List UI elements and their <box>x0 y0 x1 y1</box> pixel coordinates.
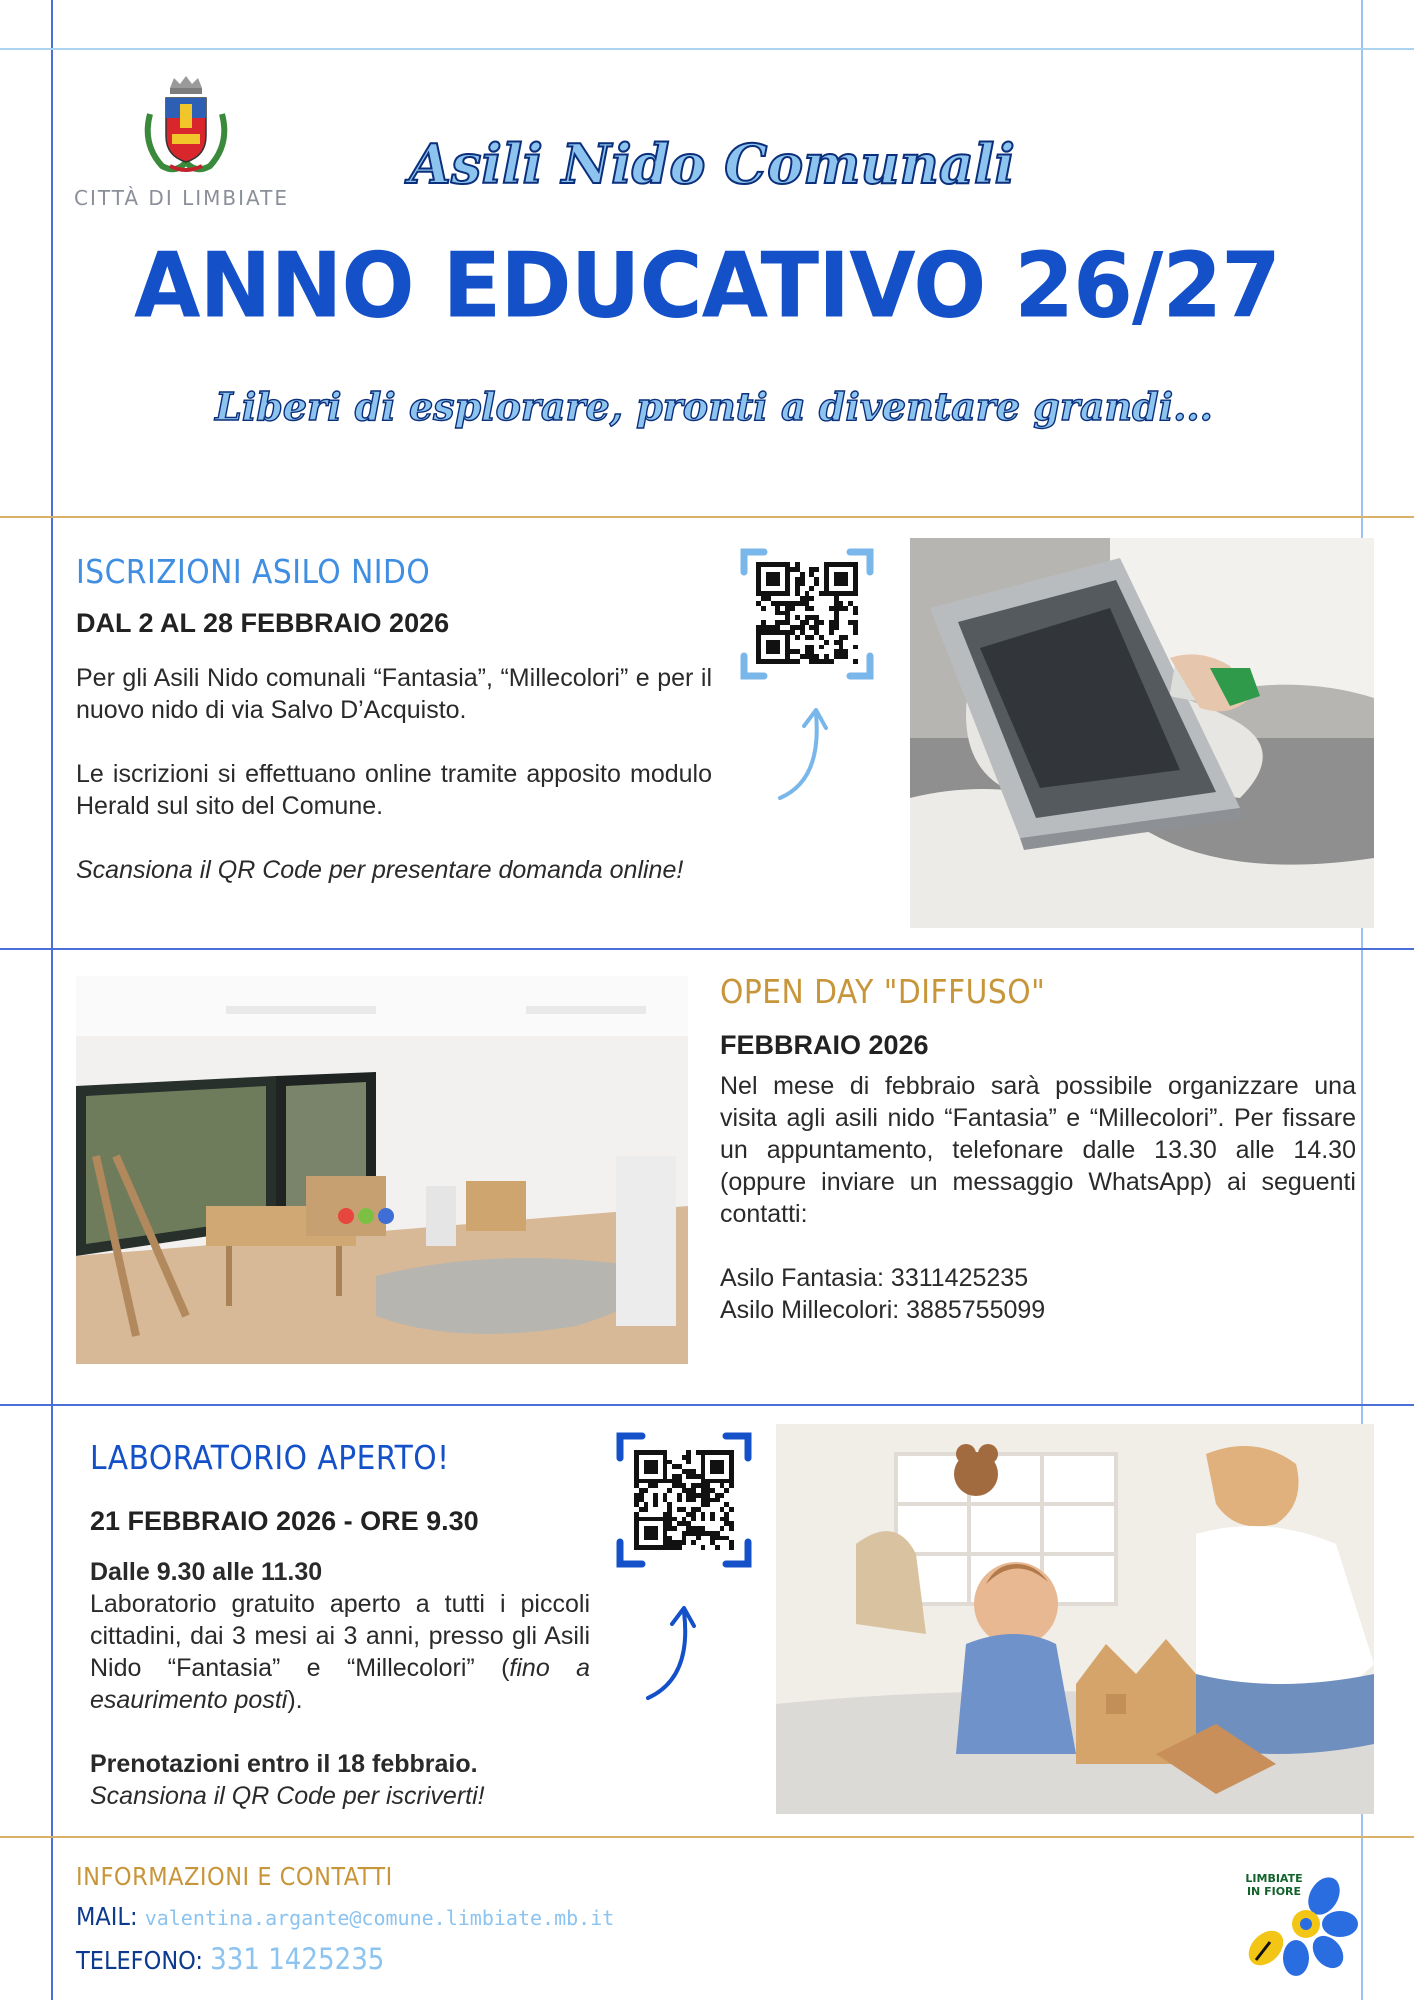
divider-1 <box>0 516 1414 518</box>
iscrizioni-body <box>76 662 712 886</box>
laboratorio-paragraph-end: ). <box>287 1686 303 1714</box>
phone-link[interactable]: 331 1425235 <box>210 1942 385 1976</box>
contact-millecolori: Asilo Millecolori: 3885755099 <box>720 1296 1046 1324</box>
laboratorio-hours: Dalle 9.30 alle 11.30 <box>90 1558 323 1586</box>
page-title: Asili Nido Comunali <box>409 132 1015 196</box>
divider-4 <box>0 1836 1414 1838</box>
footer-title: INFORMAZIONI E CONTATTI <box>76 1862 393 1891</box>
laboratorio-paragraph-italic: fino a esaurimento posti <box>90 1654 590 1714</box>
footer-phone-row <box>76 1942 384 1976</box>
mail-label: MAIL: <box>76 1902 138 1931</box>
child-playing-photo <box>776 1424 1374 1814</box>
iscrizioni-paragraph-1: Per gli Asili Nido comunali “Fantasia”, “Millecolori” e per il nuovo nido di via Salvo D’Acquisto. <box>76 664 712 724</box>
arrow-up-icon <box>640 1598 700 1704</box>
iscrizioni-paragraph-2: Le iscrizioni si effettuano online tramite apposito modulo Herald sul sito del Comune. <box>76 760 712 820</box>
divider-2 <box>0 948 1414 950</box>
laboratorio-body <box>90 1556 590 1812</box>
footer-mail-row <box>76 1902 614 1931</box>
divider-top <box>0 48 1414 50</box>
iscrizioni-title: ISCRIZIONI ASILO NIDO <box>76 552 431 591</box>
laboratorio-date: 21 FEBBRAIO 2026 - ORE 9.30 <box>90 1506 479 1536</box>
laboratorio-booking: Prenotazioni entro il 18 febbraio. <box>90 1750 478 1778</box>
open-day-date: FEBBRAIO 2026 <box>720 1030 929 1060</box>
open-day-title: OPEN DAY "DIFFUSO" <box>720 972 1046 1011</box>
city-name: CITTÀ DI LIMBIATE <box>74 186 289 210</box>
laboratorio-title: LABORATORIO APERTO! <box>90 1438 450 1477</box>
qr-code-icon <box>634 1450 734 1550</box>
open-day-body <box>720 1070 1356 1326</box>
contact-fantasia: Asilo Fantasia: 3311425235 <box>720 1264 1029 1292</box>
logo-text: LIMBIATE IN FIORE <box>1245 1872 1303 1898</box>
laboratorio-scan: Scansiona il QR Code per iscriverti! <box>90 1782 485 1810</box>
phone-label: TELEFONO: <box>76 1946 203 1975</box>
divider-3 <box>0 1404 1414 1406</box>
iscrizioni-paragraph-3: Scansiona il QR Code per presentare domanda online! <box>76 856 684 884</box>
laptop-photo <box>910 538 1374 928</box>
mail-link[interactable]: valentina.argante@comune.limbiate.mb.it <box>144 1906 615 1930</box>
qr-code-icon <box>756 562 858 664</box>
laboratorio-paragraph-text: Laboratorio gratuito aperto a tutti i piccoli cittadini, dai 3 mesi ai 3 anni, presso gli Asili Nido “Fantasia” e “Millecolori” ( <box>90 1590 590 1682</box>
laboratorio-paragraph <box>90 1588 590 1716</box>
laboratorio-qr-code[interactable] <box>616 1432 752 1568</box>
open-day-paragraph: Nel mese di febbraio sarà possibile organizzare una visita agli asili nido “Fantasia” e “Millecolori”. Per fissare un appuntamento, telefonare dalle 13.30 alle 14.30 (oppure inviare un messaggio WhatsApp) ai seguenti contatti: <box>720 1072 1356 1228</box>
page-subtitle: Liberi di esplorare, pronti a diventare grandi... <box>215 384 1213 429</box>
iscrizioni-qr-code[interactable] <box>740 548 874 680</box>
classroom-photo <box>76 976 688 1364</box>
year-title: ANNO EDUCATIVO 26/27 <box>133 233 1281 339</box>
arrow-up-icon <box>772 700 832 804</box>
iscrizioni-date: DAL 2 AL 28 FEBBRAIO 2026 <box>76 608 450 638</box>
